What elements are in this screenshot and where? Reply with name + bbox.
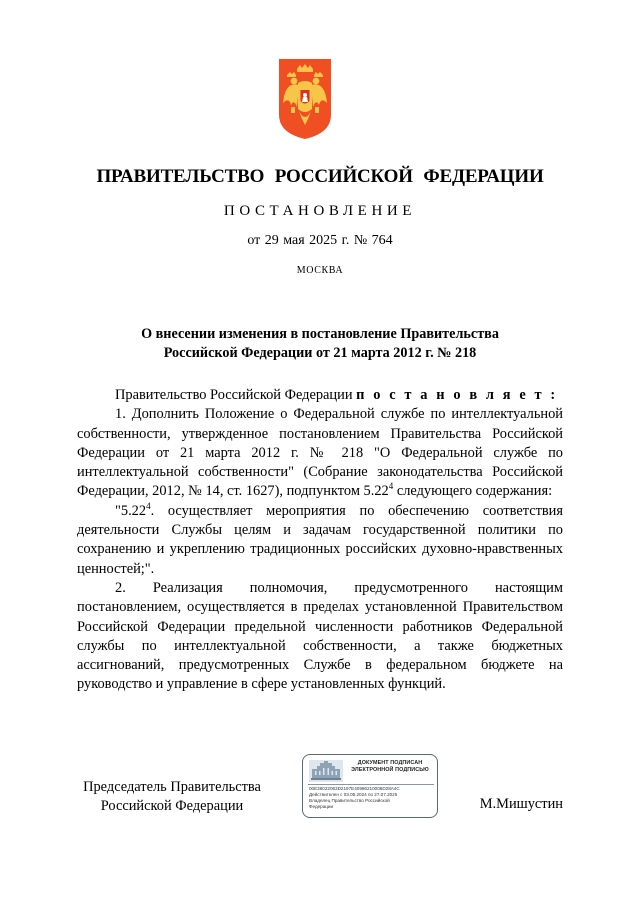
item-1-superscript: 4 bbox=[388, 481, 394, 492]
quote-lead: "5.22 bbox=[115, 502, 147, 519]
signatory-title bbox=[77, 778, 267, 816]
quote-text: . осуществляет мероприятия по обеспечению соответствия деятельности Службы целям и задачам государственной политики по сохранению и укреплению традиционных российских духовно-нравственных ценностей;". bbox=[77, 502, 563, 577]
government-building-icon bbox=[309, 760, 343, 782]
stamp-divider bbox=[308, 784, 434, 785]
signatory-title-line-2: Российской Федерации bbox=[100, 798, 244, 814]
item-1-paragraph bbox=[77, 405, 563, 501]
document-body bbox=[77, 386, 563, 695]
heading-line-1: О внесении изменения в постановление Правительства bbox=[141, 326, 499, 342]
quote-superscript: 4 bbox=[146, 500, 151, 511]
stamp-certificate-info: 00E36022063D2197E40986210006D28A4C Действителен с 03.05.2024 по 27.07.2025 Владелец Правительство Российской Федерации bbox=[309, 786, 400, 809]
quote-paragraph bbox=[77, 502, 563, 579]
document-city: МОСКВА bbox=[296, 265, 344, 276]
document-heading bbox=[0, 325, 640, 363]
item-1-tail: следующего содержания: bbox=[393, 483, 553, 500]
preamble-text: Правительство Российской Федерации bbox=[115, 387, 357, 403]
preamble-paragraph bbox=[77, 386, 563, 405]
heading-line-2: Российской Федерации от 21 марта 2012 г. № 218 bbox=[163, 345, 477, 361]
stamp-title: ДОКУМЕНТ ПОДПИСАН ЭЛЕКТРОННОЙ ПОДПИСЬЮ bbox=[351, 760, 429, 773]
electronic-signature-stamp bbox=[302, 754, 438, 818]
document-date-number: от 29 мая 2025 г. № 764 bbox=[247, 233, 393, 248]
government-title: ПРАВИТЕЛЬСТВО РОССИЙСКОЙ ФЕДЕРАЦИИ bbox=[96, 166, 544, 187]
item-1-text: 1. Дополнить Положение о Федеральной службе по интеллектуальной собственности, утвержденное постановлением Правительства Российской Федерации от 21 марта 2012 г. № 218 "О Федеральной службе по интеллектуальной собственности" (Собрание законодательства Российской Федерации, 2012, № 14, ст. 1627), подпунктом 5.22 bbox=[77, 406, 563, 500]
item-2-paragraph: 2. Реализация полномочия, предусмотренного настоящим постановлением, осуществляется в пределах установленной Правительством Российской Федерации предельной численности работников Федеральной службы по интеллектуальной собственности, а также бюджетных ассигнований, предусмотренных Службе в федеральном бюджете на руководство и управление в сфере установленных функций. bbox=[77, 579, 563, 693]
signatory-name: М.Мишустин bbox=[479, 796, 563, 812]
preamble-resolves: п о с т а н о в л я е т : bbox=[356, 387, 558, 403]
signatory-title-line-1: Председатель Правительства bbox=[83, 779, 261, 795]
coat-of-arms-emblem bbox=[277, 57, 333, 141]
document-type: ПОСТАНОВЛЕНИЕ bbox=[223, 203, 417, 219]
